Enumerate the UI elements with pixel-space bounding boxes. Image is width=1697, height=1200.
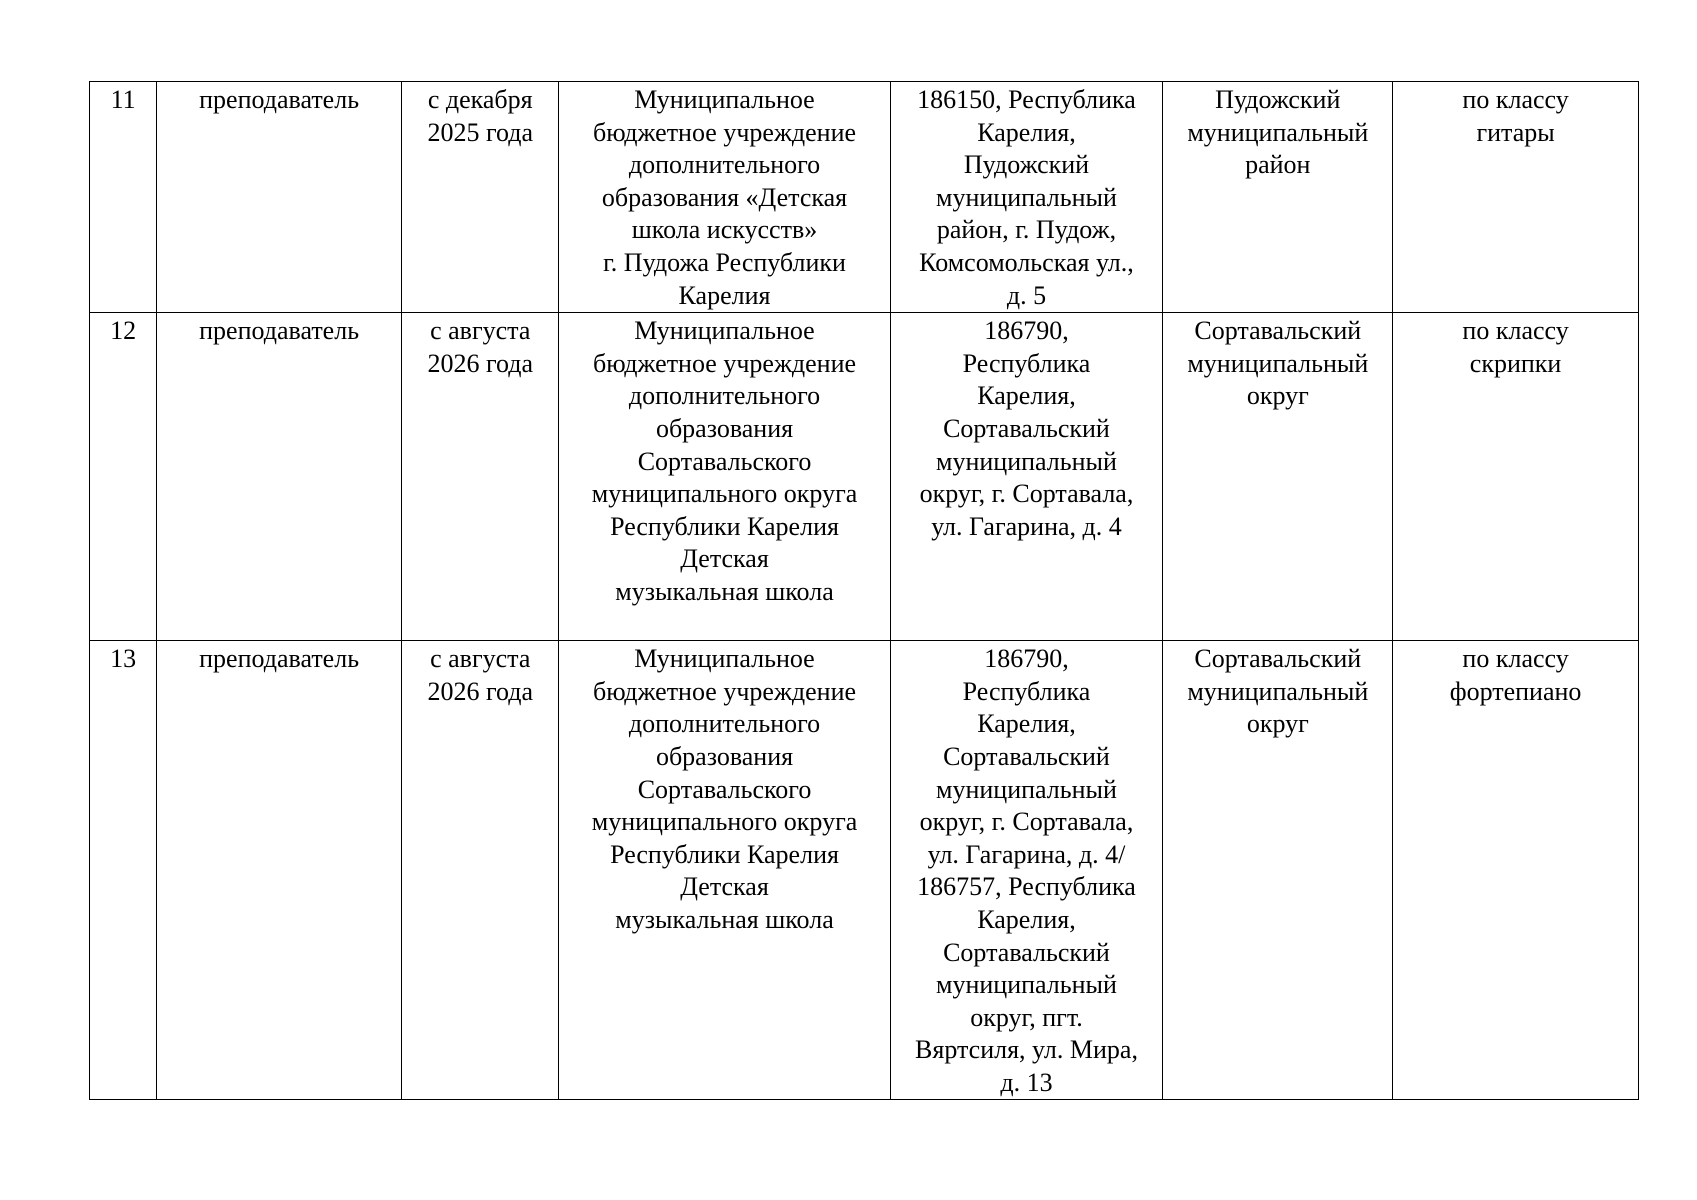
district-cell: Сортавальский муниципальный округ	[1163, 641, 1393, 1100]
start-date-cell: с декабря 2025 года	[401, 82, 559, 313]
address-cell: 186150, Республика Карелия, Пудожский муниципальный район, г. Пудож, Комсомольская ул., д. 5	[890, 82, 1163, 313]
organization-cell: Муниципальное бюджетное учреждение дополнительного образования Сортавальского муниципального округа Республики Карелия Детская музыкальная школа	[559, 641, 890, 1100]
row-number: 11	[90, 82, 157, 313]
start-date-cell: с августа 2026 года	[401, 313, 559, 641]
row-number: 12	[90, 313, 157, 641]
district-cell: Сортавальский муниципальный округ	[1163, 313, 1393, 641]
organization-cell: Муниципальное бюджетное учреждение дополнительного образования Сортавальского муниципального округа Республики Карелия Детская музыкальная школа	[559, 313, 890, 641]
organization-cell: Муниципальное бюджетное учреждение дополнительного образования «Детская школа искусств» г. Пудожа Республики Карелия	[559, 82, 890, 313]
address-cell: 186790, Республика Карелия, Сортавальский муниципальный округ, г. Сортавала, ул. Гагарина, д. 4/ 186757, Республика Карелия, Сортавальский муниципальный округ, пгт. Вяртсиля, ул. Мира, д. 13	[890, 641, 1163, 1100]
district-cell: Пудожский муниципальный район	[1163, 82, 1393, 313]
class-cell: по классу фортепиано	[1393, 641, 1639, 1100]
position-cell: преподаватель	[157, 641, 402, 1100]
class-cell: по классу гитары	[1393, 82, 1639, 313]
table-row	[90, 641, 1639, 1100]
position-cell: преподаватель	[157, 82, 402, 313]
start-date-cell: с августа 2026 года	[401, 641, 559, 1100]
class-cell: по классу скрипки	[1393, 313, 1639, 641]
row-number: 13	[90, 641, 157, 1100]
table-row	[90, 82, 1639, 313]
table-row	[90, 313, 1639, 641]
position-cell: преподаватель	[157, 313, 402, 641]
address-cell: 186790, Республика Карелия, Сортавальский муниципальный округ, г. Сортавала, ул. Гагарина, д. 4	[890, 313, 1163, 641]
vacancy-table	[89, 81, 1639, 1100]
